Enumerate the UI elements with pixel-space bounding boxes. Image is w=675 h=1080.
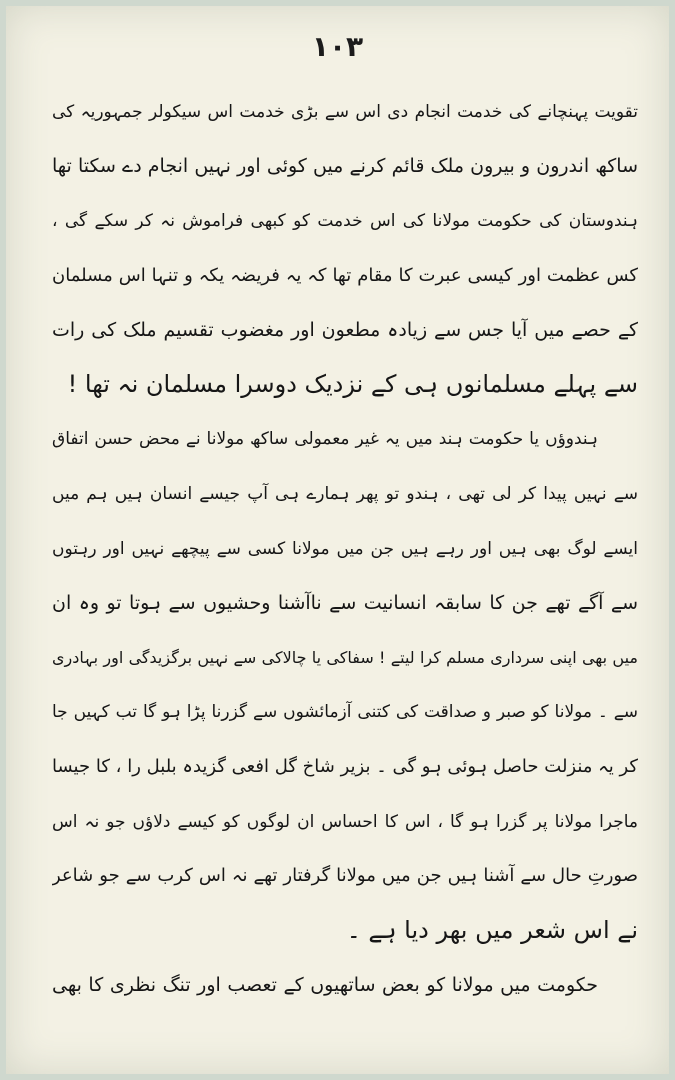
text-line: کر یہ منزلت حاصل ہوئی ہو گی ۔ بزیر شاخ گل افعی گزیدہ بلبل را ، کا جیسا [52, 755, 638, 777]
page-number: ۱۰۳ [311, 30, 364, 63]
text-line: سے ۔ مولانا کو صبر و صداقت کی کتنی آزمائشوں سے گزرنا پڑا ہو گا تب کہیں جا [52, 702, 638, 723]
text-line: ماجرا مولانا پر گزرا ہو گا ، اس کا احساس ان لوگوں کو کیسے دلاؤں جو نہ اس [52, 811, 638, 832]
text-line: ہندوؤں یا حکومت ہند میں یہ غیر معمولی ساکھ مولانا نے محض حسن اتفاق [52, 429, 598, 450]
text-line: میں بھی اپنی سرداری مسلم کرا لیتے ! سفاکی یا چالاکی سے نہیں برگزیدگی اور بہادری [52, 647, 638, 667]
text-line: تقویت پہنچانے کی خدمت انجام دی اس سے بڑی خدمت اس سیکولر جمہوریہ کی [52, 101, 638, 122]
text-line: حکومت میں مولانا کو بعض ساتھیوں کے تعصب اور تنگ نظری کا بھی [52, 973, 598, 996]
text-line: سے پہلے مسلمانوں ہی کے نزدیک دوسرا مسلمان نہ تھا ! [67, 370, 638, 399]
text-line: سے نہیں پیدا کر لی تھی ، ہندو تو پھر ہمارے ہی آپ جیسے انسان ہیں ہم میں [52, 483, 638, 504]
text-line: ساکھ اندرون و بیرون ملک قائم کرنے میں کوئی اور نہیں انجام دے سکتا تھا [52, 154, 638, 177]
body-text [52, 84, 638, 1012]
text-line: صورتِ حال سے آشنا ہیں جن میں مولانا گرفتار تھے نہ اس کرب سے جو شاعر [52, 865, 638, 887]
text-line: سے آگے تھے جن کا سابقہ انسانیت سے ناآشنا وحشیوں سے ہوتا تو وہ ان [52, 591, 638, 614]
text-line: کے حصے میں آیا جس سے زیادہ مطعون اور مغضوب تقسیم ملک کی رات [52, 318, 638, 341]
text-line: ایسے لوگ بھی ہیں اور رہے ہیں جن میں مولانا کسی سے پیچھے نہیں اور رہتوں [52, 538, 638, 559]
text-line: ہندوستان کی حکومت مولانا کی اس خدمت کو کبھی فراموش نہ کر سکے گی ، [52, 210, 638, 231]
text-line: کس عظمت اور کیسی عبرت کا مقام تھا کہ یہ فریضہ یکہ و تنہا اس مسلمان [52, 264, 638, 286]
book-page [6, 6, 669, 1074]
text-line: نے اس شعر میں بھر دیا ہے ۔ [346, 916, 638, 945]
